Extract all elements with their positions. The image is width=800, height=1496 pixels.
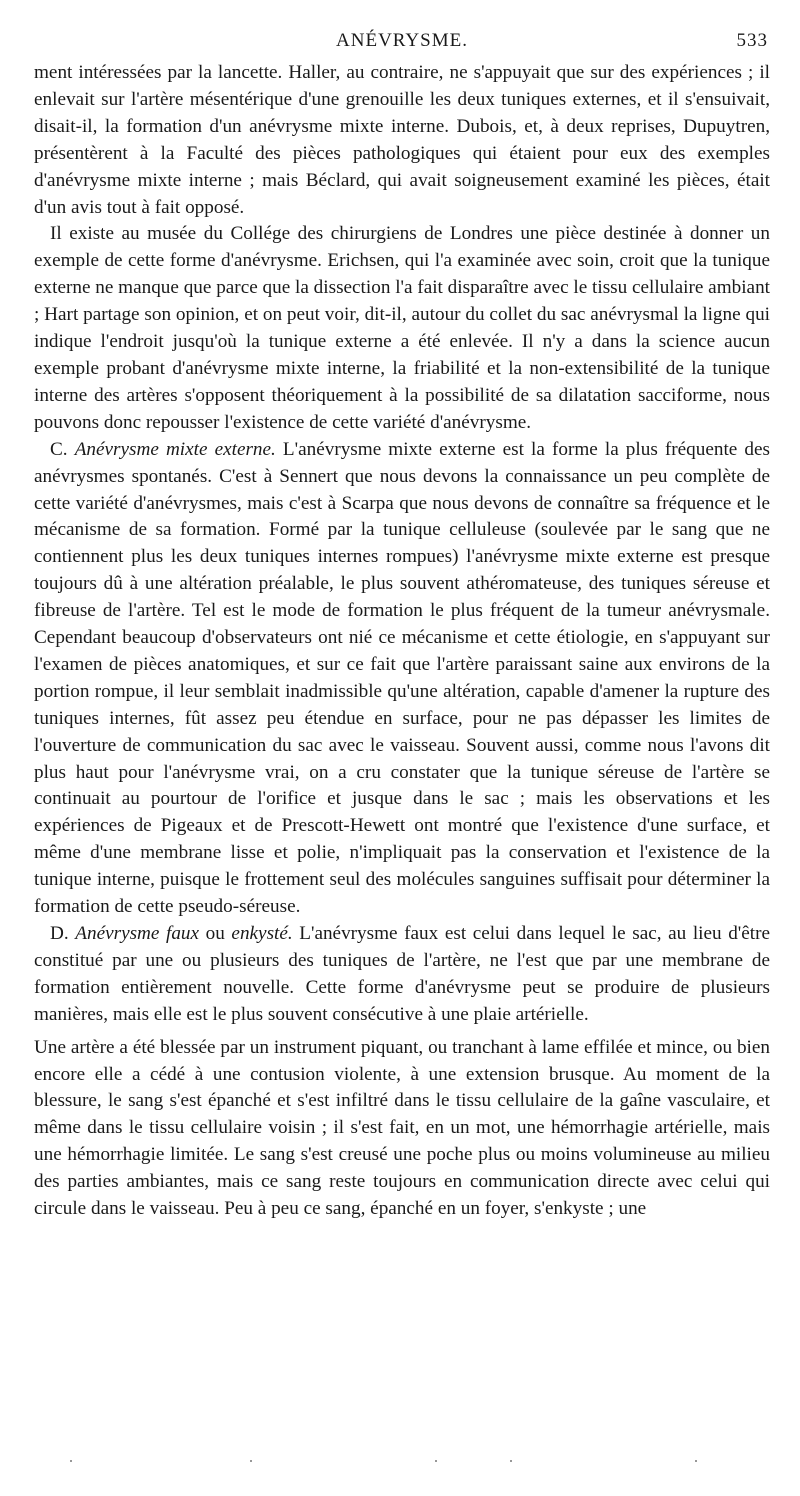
paragraph-section-c [34,437,770,921]
speck [70,1460,72,1462]
page-body [34,60,770,1223]
speck [435,1460,437,1462]
section-c-text: L'anévrysme mixte externe est la forme la plus fréquente des anévrysmes spontanés. C'est à Sennert que nous devons la connaissance un peu complète de cette variété d'anévrysmes, mais c'est à Scarpa que nous devons de connaître sa fréquence et le mécanisme de sa formation. Formé par la tunique celluleuse (soulevée par le sang que ne contiennent plus les deux tuniques internes rompues) l'anévrysme mixte externe est presque toujours dû à une altération préalable, le plus souvent athéromateuse, des tuniques séreuse et fibreuse de l'artère. Tel est le mode de formation le plus fréquent de la tumeur anévrysmale. Cependant beaucoup d'observateurs ont nié ce mécanisme et cette étiologie, en s'appuyant sur l'examen de pièces anatomiques, et sur ce fait que l'artère paraissant saine aux environs de la portion rompue, il leur semblait inadmissible qu'une altération, capable d'amener la rupture des tuniques internes, fût assez peu étendue en surface, pour ne pas dépasser les limites de l'ouverture de communication du sac avec le vaisseau. Souvent aussi, comme nous l'avons dit plus haut pour l'anévrysme vrai, on a cru constater que la tunique séreuse de l'artère se continuait au pourtour de l'orifice et jusque dans le sac ; mais les observations et les expériences de Pigeaux et de Prescott-Hewett ont montré que l'existence d'une surface, et même d'une membrane lisse et polie, n'impliquait pas la conservation et l'existence de la tunique interne, puisque le frottement seul des molécules sanguines suffisait pour déterminer la formation de cette pseudo-séreuse. [34,438,770,918]
section-letter-c: C. [50,438,75,460]
section-d-text: L'anévrysme faux est celui dans lequel le sac, au lieu d'être constitué par une ou plusieurs des tuniques de l'artère, ne l'est que par une membrane de formation entièrement nouvelle. Cette forme d'anévrysme peut se produire de plusieurs manières, mais elle est le plus souvent consécutive à une plaie artérielle. [34,923,771,1025]
section-letter-d: D. [50,923,76,944]
paragraph-section-d [34,921,770,1029]
speck [695,1460,697,1462]
running-header [34,24,770,60]
section-heading-enkyste: enkysté. [231,923,293,944]
section-heading-mixte-externe: Anévrysme mixte externe. [74,438,276,460]
running-title: ANÉVRYSME. [336,30,468,51]
speck [510,1460,512,1462]
section-heading-connector: ou [199,923,232,944]
page-number: 533 [736,30,768,51]
section-heading-faux: Anévrysme faux [75,923,200,944]
paragraph-wounded-artery: Une artère a été blessée par un instrument piquant, ou tranchant à lame effilée et mince, ou bien encore elle a cédé à une contusion violente, à une extension brusque. Au moment de la blessure, le sang s'est épanché et s'est infiltré dans le tissu cellulaire de la gaîne vasculaire, et même dans le tissu cellulaire voisin ; il s'est fait, en un mot, une hémorrhagie artérielle, mais une hémorrhagie limitée. Le sang s'est creusé une poche plus ou moins volumineuse au milieu des parties ambiantes, mais ce sang reste toujours en communication directe avec celui qui circule dans le vaisseau. Peu à peu ce sang, épanché en un foyer, s'enkyste ; une [34,1036,770,1220]
scan-specks [40,1460,760,1466]
paragraph-college-museum: Il existe au musée du Collége des chirurgiens de Londres une pièce destinée à donner un exemple de cette forme d'anévrysme. Erichsen, qui l'a examinée avec soin, croit que la tunique externe ne manque que parce que la dissection l'a fait disparaître avec le tissu cellulaire ambiant ; Hart partage son opinion, et on peut voir, dit-il, autour du collet du sac anévrysmal la ligne qui indique l'endroit jusqu'où la tunique externe a été enlevée. Il n'y a dans la science aucun exemple probant d'anévrysme mixte interne, la friabilité et la non-extensibilité de la tunique interne des artères s'opposent théoriquement à la possibilité de sa dilatation sacciforme, nous pouvons donc repousser l'existence de cette variété d'anévrysme. [34,223,770,433]
book-page [34,24,770,1223]
speck [250,1460,252,1462]
paragraph-continued: ment intéressées par la lancette. Haller, au contraire, ne s'appuyait que sur des expériences ; il enlevait sur l'artère mésentérique d'une grenouille les deux tuniques externes, et il s'ensuivait, disait-il, la formation d'un anévrysme mixte interne. Dubois, et, à deux reprises, Dupuytren, présentèrent à la Faculté des pièces pathologiques qui étaient pour eux des exemples d'anévrysme mixte interne ; mais Béclard, qui avait soigneusement examiné les pièces, était d'un avis tout à fait opposé. [34,62,770,218]
